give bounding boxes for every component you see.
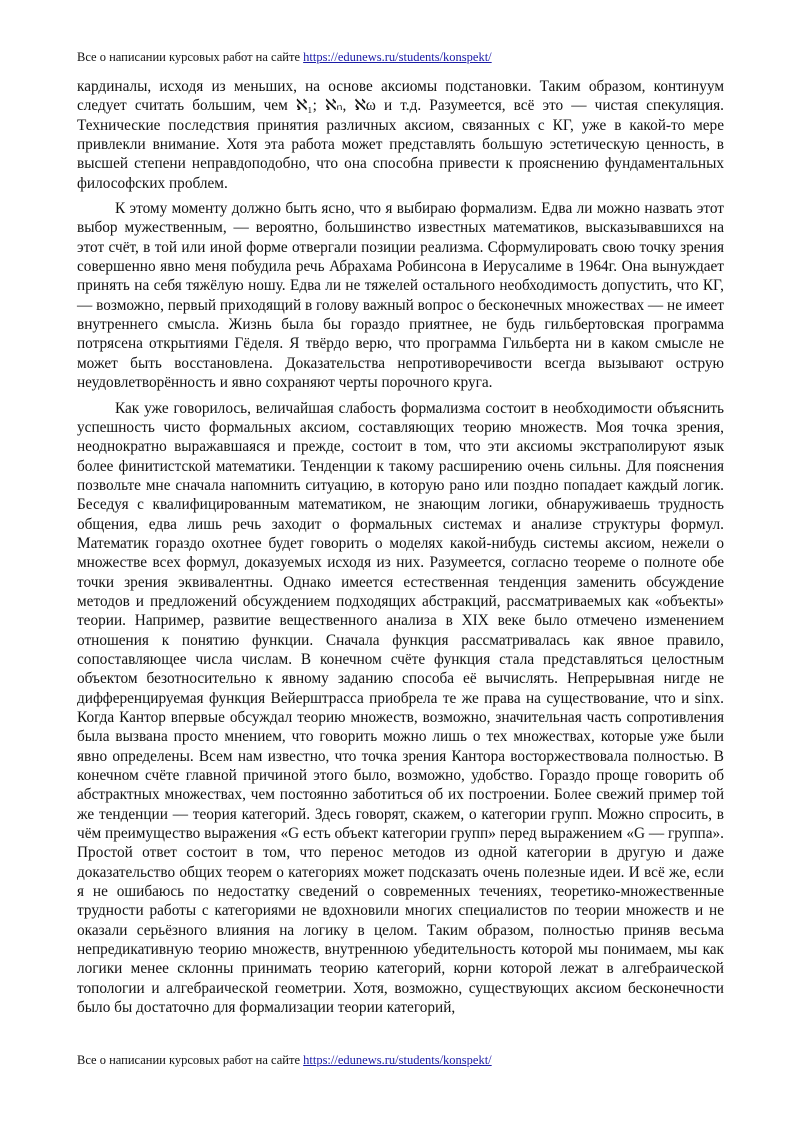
page-footer [77, 1052, 723, 1068]
footer-prefix: Все о написании курсовых работ на сайте [77, 1053, 300, 1067]
header-prefix: Все о написании курсовых работ на сайте [77, 50, 300, 64]
paragraph-formalism-weakness: Как уже говорилось, величайшая слабость формализма состоит в необходимости объяснить успешность чисто формальных аксиом, составляющих теорию множеств. Моя точка зрения, неоднократно выражавшаяся и прежде, состоит в том, что эти аксиомы экстраполируют язык более финитистской математики. Тенденции к такому расширению очень сильны. Для пояснения позвольте мне сначала напомнить ситуацию, в которую рано или поздно попадает каждый логик. Беседуя с квалифицированным математиком, не знающим логики, обнаруживаешь трудность общения, едва лишь речь заходит о формальных системах и анализе структуры формул. Математик гораздо охотнее будет говорить о моделях какой-нибудь системы аксиом, нежели о множестве всех формул, доказуемых исходя из них. Разумеется, согласно теореме о полноте обе точки зрения эквивалентны. Однако имеется естественная тенденция заменить обсуждение методов и предложений обсуждением подходящих абстракций, рассматриваемых как «объекты» теории. Например, развитие вещественного анализа в XIX веке было отмечено изменением отношения к понятию функции. Сначала функция рассматривалась как явное правило, сопоставляющее числа числам. В конечном счёте функция стала представляться целостным объектом безотносительно к явному заданию способа её вычислять. Непрерывная нигде не дифференцируемая функция Вейерштрасса приобрела те же права на существование, что и sinx. Когда Кантор впервые обсуждал теорию множеств, возможно, значительная часть сопротивления была вызвана просто мнением, что говорить можно лишь о тех множествах, которые уже были явно определены. Всем нам известно, что точка зрения Кантора восторжествовала полностью. В конечном счёте главной причиной этого было, возможно, удобство. Гораздо проще говорить об абстрактных множествах, чем постоянно заботиться об их построении. Более свежий пример той же тенденции — теория категорий. Здесь говорят, скажем, о категории групп. Можно спросить, в чём преимущество выражения «G есть объект категории групп» перед выражением «G — группа». Простой ответ состоит в том, что перенос методов из одной категории в другую и даже доказательство общих теорем о категориях может подсказать очень полезные идеи. И всё же, если я не ошибаюсь по недостатку сведений о современных течениях, теоретико-множественные трудности работы с категориями не вдохновили многих специалистов по теории множеств и не оказали серьёзного влияния на логику в целом. Таким образом, полностью приняв весьма непредикативную теорию множеств, внутреннюю убедительность которой мы понимаем, мы как логики менее склонны принимать теорию категорий, корни которой лежат в алгебраической топологии и алгебраической геометрии. Хотя, возможно, существующих аксиом бесконечности было бы достаточно для формализации теории категорий, [77, 399, 724, 1017]
page-header [77, 49, 723, 65]
header-site-link[interactable]: https://edunews.ru/students/konspekt/ [303, 50, 492, 64]
document-body [77, 77, 724, 1018]
footer-site-link[interactable]: https://edunews.ru/students/konspekt/ [303, 1053, 492, 1067]
paragraph-continuation: кардиналы, исходя из меньших, на основе аксиомы подстановки. Таким образом, континуум следует считать большим, чем ℵ₁; ℵₙ, ℵω и т.д. Разумеется, всё это — чистая спекуляция. Технические последствия принятия различных аксиом, связанных с КГ, уже в какой-то мере привлекли внимание. Хотя эта работа может представлять большую эстетическую ценность, в высшей степени неправдоподобно, что она способна привести к прояснению фундаментальных философских проблем. [77, 78, 724, 192]
paragraph-formalism-choice: К этому моменту должно быть ясно, что я выбираю формализм. Едва ли можно назвать этот выбор мужественным, — вероятно, большинство известных математиков, высказывавшихся на этот счёт, в той или иной форме отвергали позиции реализма. Сформулировать свою точку зрения совершенно явно меня побудила речь Абрахама Робинсона в Иерусалиме в 1964г. Она вынуждает принять на себя тяжёлую ношу. Едва ли не тяжелей остального необходимость допустить, что КГ, — возможно, первый приходящий в голову важный вопрос о бесконечных множествах — не имеет внутреннего смысла. Жизнь была бы гораздо приятнее, не будь гильбертовская программа потрясена открытиями Гёделя. Я твёрдо верю, что программа Гильберта ни в каком смысле не может быть восстановлена. Доказательства непротиворечивости всегда вызывают острую неудовлетворённость и явно сохраняют черты порочного круга. [77, 200, 724, 392]
